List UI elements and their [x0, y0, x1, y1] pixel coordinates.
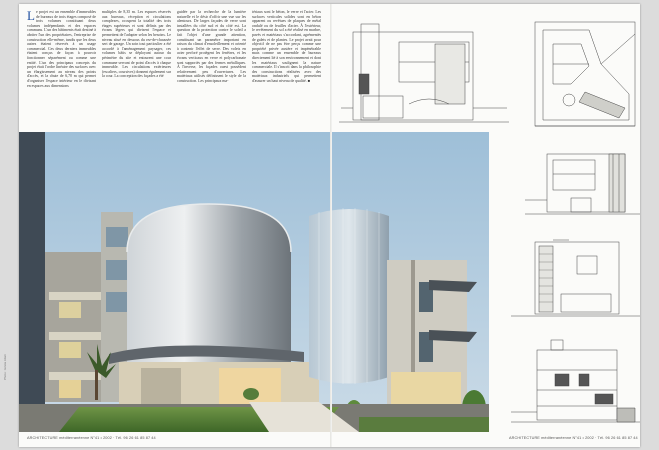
column-4-text: tériaux sont le béton, le verre et l'acier. Les surfaces verticales solides sont en béton apparent ou revêtues de plaques de métal ondulé ou de feuilles d'acier. À l'extérieur, le revêtement du sol a été réalisé en marbre, pavés et matériaux s'accordant, agrémentés de galets et de plantes. Le projet avait pour objectif de ne pas être perçu comme une propriété privée austère et impénétrable mais comme un ensemble de bureaux directement lié à son environnement et dont les matériaux soulignent la nature commerciale. Il s'inscrit dans la philosophie des constructions réalisées avec des matériaux industriels qui permettent d'assurer un haut niveau de qualité. ■	[252, 10, 321, 83]
elevation-drawing-1	[339, 24, 509, 122]
architectural-drawings	[339, 4, 640, 447]
footer-right: ARCHITECTURE méditerranéenne N°41 • 2002 · Tél. 96 26 61 85 87 44	[509, 436, 638, 440]
dropcap: L	[27, 10, 35, 23]
column-3-text: guidée par la recherche de la lumière naturelle et le désir d'offrir une vue sur les alentours. De larges façades de verre sont installées du côté sud et du côté est. La question de la protection contre le soleil a fait l'objet d'une grande attention, constituant un paramètre important en raison du climat d'ensoleillement et orienté à contenir l'effet de serre. Des volets en acier perforé protègent les fenêtres, et les écrans verticaux en verre et polycarbonate sont supportés par des fermes métalliques. À l'inverse, les façades ouest possèdent relativement peu d'ouvertures. Les matériaux utilisés définissent le style de la construction. Les principaux ma-	[177, 10, 246, 83]
article-text	[27, 10, 322, 126]
page-gutter	[330, 4, 332, 447]
text-column-2	[102, 10, 171, 126]
section-drawing	[511, 340, 640, 422]
text-column-4	[252, 10, 321, 126]
elevation-drawing-2	[525, 154, 640, 214]
text-column-1	[27, 10, 96, 126]
photo-credit: Photo : Erieta Attali	[3, 354, 7, 380]
site-plan-drawing	[535, 22, 635, 126]
elevation-drawing-3	[511, 240, 640, 316]
text-column-3	[177, 10, 246, 126]
magazine-spread	[19, 4, 640, 447]
drawings-illustration	[339, 4, 640, 447]
column-1-text: e projet est un ensemble d'immeubles de bureaux de trois étages composé de trois volumes constituant deux volumes indépendants et des espaces communs. L'un des bâtiments était destiné à abriter l'un des propriétaires, l'entreprise de construction elle-même, tandis que les deux autres étaient réservés à un usage commercial. Ces deux derniers immeubles étaient conçus de façon à pouvoir fonctionner séparément ou comme une entité. L'un des principaux concepts du projet était l'ordre linéaire des surfaces avec un élargissement au niveau des points d'accès, et la chute de 6,70 m qui permet d'organiser l'espace intérieur en le divisant en espaces aux dimensions	[27, 10, 96, 88]
footer-left: ARCHITECTURE méditerranéenne N°41 • 2002 · Tél. 96 26 61 85 87 44	[27, 436, 156, 440]
column-2-text: multiples de 8,35 m. Les espaces réservés aux bureaux, réception et circulations complexes, occupent la totalité des trois étages supérieurs et sont définis par des écrans légers qui divisent l'espace et permettent de l'adapter selon les besoins. Le niveau situé en dessous du rez-de-chaussée sert de garage. Un soin tout particulier a été accordé à l'aménagement paysager, ces volumes bâtis se déployant autour du périmètre du site et entourent une cour commune servant de point d'accès à chaque immeuble. Les circulations extérieures (escaliers, coursives) donnent également sur la cour. La conception des façades a été	[102, 10, 171, 79]
